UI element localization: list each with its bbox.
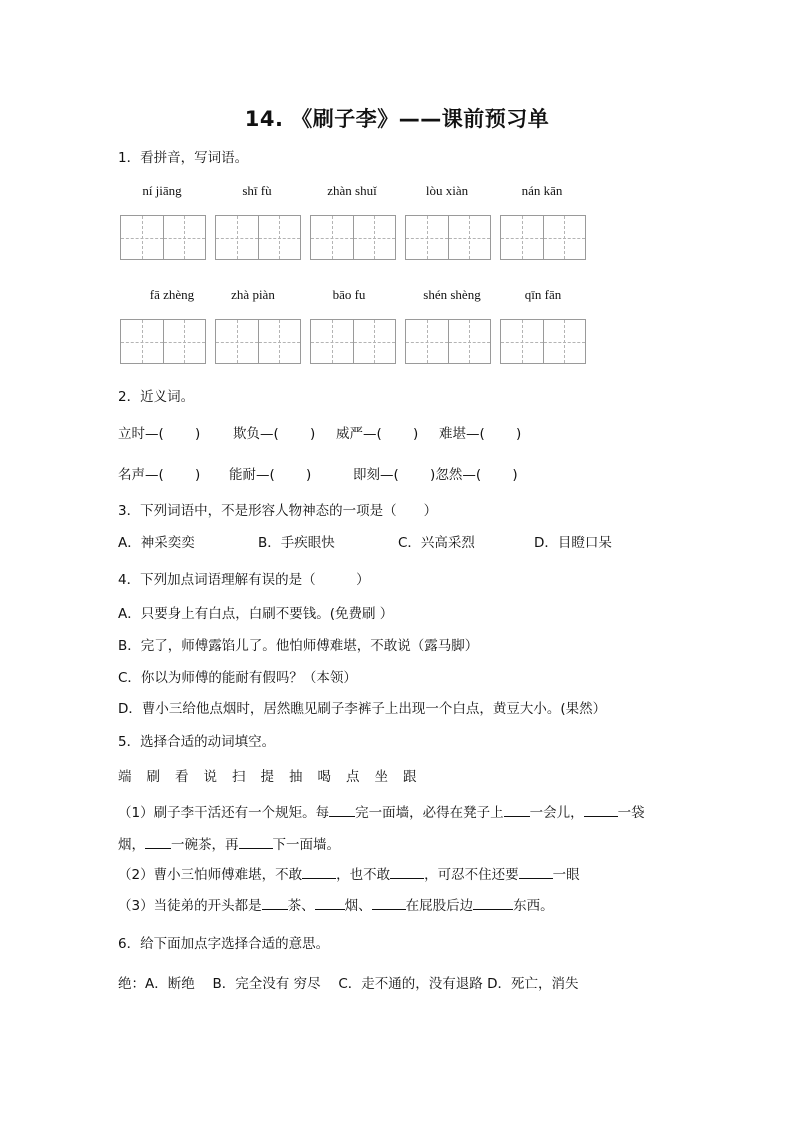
- synonym-item: 即刻—( )忽然—( ): [353, 467, 518, 483]
- tianzige-cell[interactable]: [311, 320, 353, 363]
- verb-option: 扫: [232, 769, 246, 785]
- fill-blank[interactable]: [372, 896, 406, 910]
- fill-blank[interactable]: [519, 865, 553, 879]
- verb-option: 刷: [146, 769, 160, 785]
- pinyin-label: lòu xiàn: [425, 183, 469, 198]
- tianzige-cell[interactable]: [258, 320, 301, 363]
- tianzige-cell[interactable]: [353, 320, 396, 363]
- tianzige-cell[interactable]: [121, 216, 163, 259]
- sentence-text: 烟，: [118, 837, 145, 853]
- q6-options: 绝：A．断绝 B．完全没有 穷尽 C．走不通的，没有退路 D．死亡，消失: [118, 976, 579, 992]
- synonym-item: 名声—( ): [118, 467, 201, 483]
- sentence-text: （1）刷子李干活还有一个规矩。每: [118, 805, 330, 821]
- sentence-text: 下一面墙。: [272, 837, 340, 853]
- pinyin-label: nán kān: [521, 183, 563, 198]
- q5-sentence-1-cont: [118, 833, 340, 853]
- fill-blank[interactable]: [239, 835, 273, 849]
- writing-box[interactable]: [405, 215, 491, 260]
- q4-option-c: C．你以为师傅的能耐有假吗？（本领）: [118, 670, 357, 686]
- tianzige-cell[interactable]: [448, 216, 491, 259]
- tianzige-cell[interactable]: [406, 216, 448, 259]
- synonym-item: 欺负—( ): [233, 426, 316, 442]
- sentence-text: （2）曹小三怕师傅难堪，不敢: [118, 867, 303, 883]
- tianzige-cell[interactable]: [501, 320, 543, 363]
- q5-sentence-3: [118, 894, 554, 914]
- fill-blank[interactable]: [315, 896, 345, 910]
- writing-box[interactable]: [215, 319, 301, 364]
- q4-option-b: B．完了，师傅露馅儿了。他怕师傅难堪，不敢说（露马脚）: [118, 638, 479, 654]
- q4-option-d: D．曹小三给他点烟时，居然瞧见刷子李裤子上出现一个白点，黄豆大小。(果然）: [118, 701, 607, 717]
- fill-blank[interactable]: [390, 865, 424, 879]
- verb-bank: [118, 765, 432, 785]
- sentence-text: 完一面墙，必得在凳子上: [355, 805, 504, 821]
- synonym-item: 威严—( ): [336, 426, 419, 442]
- sentence-text: 一袋: [617, 805, 645, 821]
- fill-blank[interactable]: [262, 896, 288, 910]
- writing-grid-row-1: [0, 215, 794, 260]
- pinyin-row-1: [0, 183, 794, 199]
- pinyin-label: bāo fu: [332, 287, 366, 302]
- sentence-text: 东西。: [513, 898, 554, 914]
- tianzige-cell[interactable]: [543, 216, 586, 259]
- tianzige-cell[interactable]: [406, 320, 448, 363]
- writing-box[interactable]: [500, 319, 586, 364]
- writing-box[interactable]: [120, 215, 206, 260]
- verb-option: 端: [118, 769, 132, 785]
- sentence-text: （3）当徒弟的开头都是: [118, 898, 262, 914]
- pinyin-label: zhàn shuǐ: [327, 183, 377, 198]
- verb-option: 提: [260, 769, 274, 785]
- sentence-text: 一眼: [552, 867, 580, 883]
- q2-prompt: 2．近义词。: [118, 389, 195, 405]
- tianzige-cell[interactable]: [163, 320, 206, 363]
- writing-box[interactable]: [310, 319, 396, 364]
- sentence-text: 茶、: [287, 898, 315, 914]
- fill-blank[interactable]: [329, 803, 355, 817]
- tianzige-cell[interactable]: [311, 216, 353, 259]
- q3-option-b: B．手疾眼快: [258, 535, 335, 551]
- tianzige-cell[interactable]: [163, 216, 206, 259]
- q5-sentence-1: [118, 801, 645, 821]
- writing-grid-row-2: [0, 319, 794, 364]
- pinyin-label: qīn fān: [524, 287, 562, 302]
- q4-option-a: A．只要身上有白点，白刷不要钱。(免费刷 ）: [118, 606, 394, 622]
- verb-option: 跟: [403, 769, 417, 785]
- q5-prompt: 5．选择合适的动词填空。: [118, 734, 276, 750]
- page-title: 14. 《刷子李》——课前预习单: [244, 107, 550, 131]
- pinyin-label: shī fù: [242, 183, 272, 198]
- q4-prompt: 4．下列加点词语理解有误的是（ ）: [118, 572, 370, 588]
- tianzige-cell[interactable]: [258, 216, 301, 259]
- verb-option: 说: [203, 769, 217, 785]
- fill-blank[interactable]: [504, 803, 530, 817]
- q3-option-a: A．神采奕奕: [118, 535, 195, 551]
- tianzige-cell[interactable]: [216, 216, 258, 259]
- q1-prompt: 1．看拼音，写词语。: [118, 150, 249, 166]
- writing-box[interactable]: [120, 319, 206, 364]
- pinyin-row-2: [0, 287, 794, 303]
- tianzige-cell[interactable]: [543, 320, 586, 363]
- verb-option: 坐: [374, 769, 388, 785]
- writing-box[interactable]: [215, 215, 301, 260]
- sentence-text: ，可忍不住还要: [424, 867, 519, 883]
- synonym-item: 难堪—( ): [439, 426, 522, 442]
- pinyin-label: zhà piàn: [231, 287, 275, 302]
- writing-box[interactable]: [405, 319, 491, 364]
- verb-option: 点: [346, 769, 360, 785]
- sentence-text: ，也不敢: [336, 867, 391, 883]
- q5-sentence-2: [118, 863, 580, 883]
- fill-blank[interactable]: [473, 896, 513, 910]
- tianzige-cell[interactable]: [448, 320, 491, 363]
- q3-prompt: 3．下列词语中，不是形容人物神态的一项是（ ）: [118, 503, 438, 519]
- synonym-item: 立时—( ): [118, 426, 201, 442]
- sentence-text: 一会儿，: [529, 805, 584, 821]
- writing-box[interactable]: [310, 215, 396, 260]
- synonym-item: 能耐—( ): [229, 467, 312, 483]
- fill-blank[interactable]: [145, 835, 171, 849]
- sentence-text: 在屁股后边: [405, 898, 474, 914]
- tianzige-cell[interactable]: [121, 320, 163, 363]
- verb-option: 抽: [289, 769, 303, 785]
- pinyin-label: shén shèng: [423, 287, 481, 302]
- verb-option: 看: [175, 769, 189, 785]
- pinyin-label: ní jiāng: [142, 183, 182, 198]
- fill-blank[interactable]: [584, 803, 618, 817]
- writing-box[interactable]: [500, 215, 586, 260]
- tianzige-cell[interactable]: [353, 216, 396, 259]
- fill-blank[interactable]: [302, 865, 336, 879]
- verb-option: 喝: [317, 769, 331, 785]
- q3-option-c: C．兴高采烈: [398, 535, 475, 551]
- q3-option-d: D．目瞪口呆: [534, 535, 612, 551]
- q6-prompt: 6．给下面加点字选择合适的意思。: [118, 936, 330, 952]
- tianzige-cell[interactable]: [216, 320, 258, 363]
- sentence-text: 烟、: [344, 898, 372, 914]
- pinyin-label: fā zhèng: [149, 287, 195, 302]
- tianzige-cell[interactable]: [501, 216, 543, 259]
- sentence-text: 一碗茶，再: [171, 837, 239, 853]
